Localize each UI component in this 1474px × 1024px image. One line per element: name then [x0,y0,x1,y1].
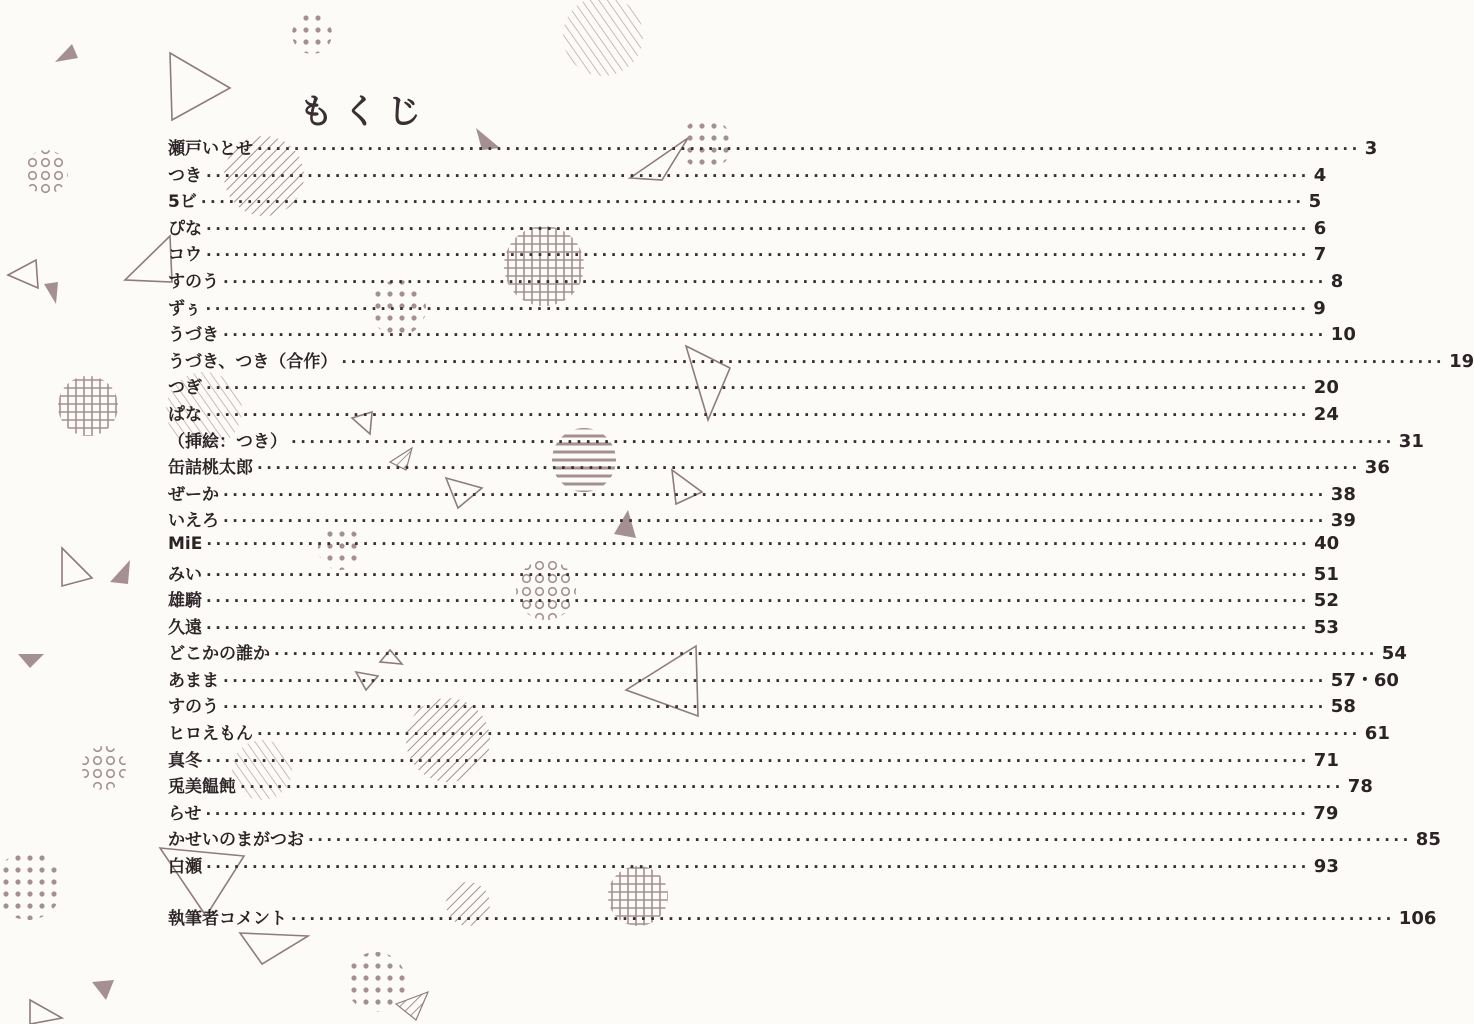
toc-entry-label: みい [168,564,202,585]
toc-entry-label: 瀬戸いとせ [168,139,253,159]
toc-leader-dots: ························································································································ [205,299,1310,318]
toc-entry-label: いえろ [168,511,219,532]
toc-entry-label: ぜーか [168,484,219,505]
toc-leader-dots: ························································································································ [206,379,1310,398]
toc-entry-page: 39 [1330,510,1356,532]
toc-entry-page: 9 [1313,297,1326,319]
toc-entry-page: 31 [1398,430,1424,452]
toc-entry [168,294,1326,321]
toc-leader-dots: ························································································································ [257,140,1361,158]
toc-entry-page: 3 [1364,138,1378,159]
toc-entry [168,320,1356,347]
toc-entry [168,532,1340,560]
toc-entry-label: どこかの誰か [168,644,270,665]
toc-entry [168,666,1399,693]
toc-entry-page: 36 [1364,457,1390,479]
toc-entry [168,746,1339,773]
toc-leader-dots: ························································································································ [206,405,1310,424]
toc-entry-page: 58 [1330,696,1356,718]
toc-entry-page: 51 [1313,563,1339,585]
toc-leader-dots: ························································································································ [274,645,1378,664]
toc-entry-label: すのう [168,697,219,718]
toc-entry-page: 53 [1313,616,1339,638]
toc-entry-page: 54 [1381,643,1407,665]
toc-entry-label: つぎ [168,378,202,399]
toc-entry-page: 24 [1313,403,1339,425]
toc-leader-dots: ························································································································ [206,751,1310,770]
toc-entry-page: 8 [1330,270,1344,292]
toc-leader-dots: ························································································································ [206,565,1310,584]
toc-entry-label: （挿絵：つき） [168,431,287,452]
toc-entry-page: 57・60 [1330,669,1399,691]
toc-entry-page: 38 [1330,483,1356,505]
toc-entry-label: かせいのまがつお [168,830,304,851]
toc-entry-page: 71 [1313,749,1339,771]
toc-entry-page: 19 [1449,350,1474,372]
toc-leader-dots: ························································································································ [206,246,1310,265]
toc-leader-dots: ························································································································ [240,778,1344,797]
toc-entry [168,400,1339,427]
page-title: もくじ [299,92,431,132]
toc-entry [168,613,1339,640]
toc-entry [168,427,1424,454]
toc-leader-dots: ························································································································ [223,671,1327,690]
toc-entry [168,586,1339,613]
toc-leader-dots: ························································································································ [291,432,1395,451]
toc-entry-page: 10 [1330,324,1356,346]
toc-entry-label: ずぅ [168,298,202,319]
toc-entry-page: 6 [1313,217,1327,239]
toc-entry-page: 93 [1313,856,1339,878]
toc-entry-label: つき [168,165,202,186]
toc-entry [168,373,1339,400]
toc-entry-label: うづき [168,325,219,346]
toc-entry-page: 5 [1308,191,1322,213]
toc-entry-page: 40 [1314,532,1340,554]
toc-entry [168,134,1378,161]
toc-entry-page: 78 [1347,776,1373,798]
toc-leader-dots: ························································································································ [206,858,1310,877]
toc-entry [168,161,1327,188]
toc-entry-label: 5ビ [168,192,197,213]
toc-leader-dots: ························································································································ [206,219,1310,238]
toc-entry-label: MiE [168,533,203,554]
toc-leader-dots: ························································································································ [223,272,1327,291]
toc-entry-label: コウ [168,245,202,266]
toc-entry [168,692,1356,719]
toc-entry-page: 79 [1313,802,1339,824]
toc-entry-page: 61 [1364,723,1390,745]
toc-entry-label: 執筆者コメント [168,908,287,929]
toc-entry-label: 久遠 [168,617,202,638]
toc-entry-label: 缶詰桃太郎 [168,458,253,479]
toc-entry [168,772,1373,799]
toc-entry [168,347,1474,374]
toc-entry [168,852,1339,879]
toc-entry-label: 白瀬 [168,857,202,878]
toc-leader-dots: ························································································································ [206,166,1310,185]
toc-entry [168,240,1327,267]
toc-leader-dots: ························································································································ [223,512,1327,531]
toc-entry-page: 7 [1313,244,1327,266]
toc-entry-page: 106 [1398,907,1437,929]
toc-entry [168,267,1344,294]
toc-entry [168,560,1339,587]
toc-leader-dots: ························································································································ [200,193,1305,212]
toc-entry [168,480,1356,507]
toc-leader-dots: ························································································································ [308,831,1412,850]
toc-leader-dots: ························································································································ [223,698,1327,717]
toc-entry-label: 雄騎 [168,591,202,612]
toc-entry-page: 52 [1313,590,1339,612]
toc-entry-label: らせ [168,803,202,824]
toc-leader-dots: ························································································································ [291,909,1395,928]
toc-entry [168,214,1327,241]
table-of-contents [168,134,1474,930]
toc-entry [168,719,1390,746]
toc-leader-dots: ························································································································ [257,459,1361,478]
toc-entry-label: ぴな [168,218,202,239]
toc-entry-page: 4 [1313,164,1327,186]
toc-leader-dots: ························································································································ [205,804,1310,823]
toc-leader-dots: ························································································································ [341,352,1446,371]
toc-entry-label: 兎美饂飩 [168,777,236,798]
toc-entry [168,904,1437,931]
toc-entry-label: すのう [168,271,219,292]
toc-leader-dots: ························································································································ [223,326,1327,345]
toc-entry-label: 真冬 [168,750,202,771]
toc-entry [168,799,1339,826]
toc-entry [168,825,1441,852]
toc-entry [168,506,1356,533]
toc-leader-dots: ························································································································ [206,592,1310,611]
toc-entry-page: 85 [1415,829,1441,851]
toc-leader-dots: ························································································································ [206,618,1310,637]
toc-entry-label: あまま [168,670,219,691]
toc-entry-label: ヒロえもん [168,724,253,745]
toc-leader-dots: ························································································································ [223,485,1327,504]
toc-leader-dots: ························································································································ [257,725,1361,744]
toc-entry-label: うづき、つき（合作） [168,351,338,372]
toc-entry [168,639,1407,666]
toc-entry-page: 20 [1313,377,1339,399]
toc-entry [168,453,1390,480]
toc-entry-label: ぱな [168,404,202,425]
toc-leader-dots: ························································································································ [206,534,1311,553]
toc-entry [168,187,1322,214]
